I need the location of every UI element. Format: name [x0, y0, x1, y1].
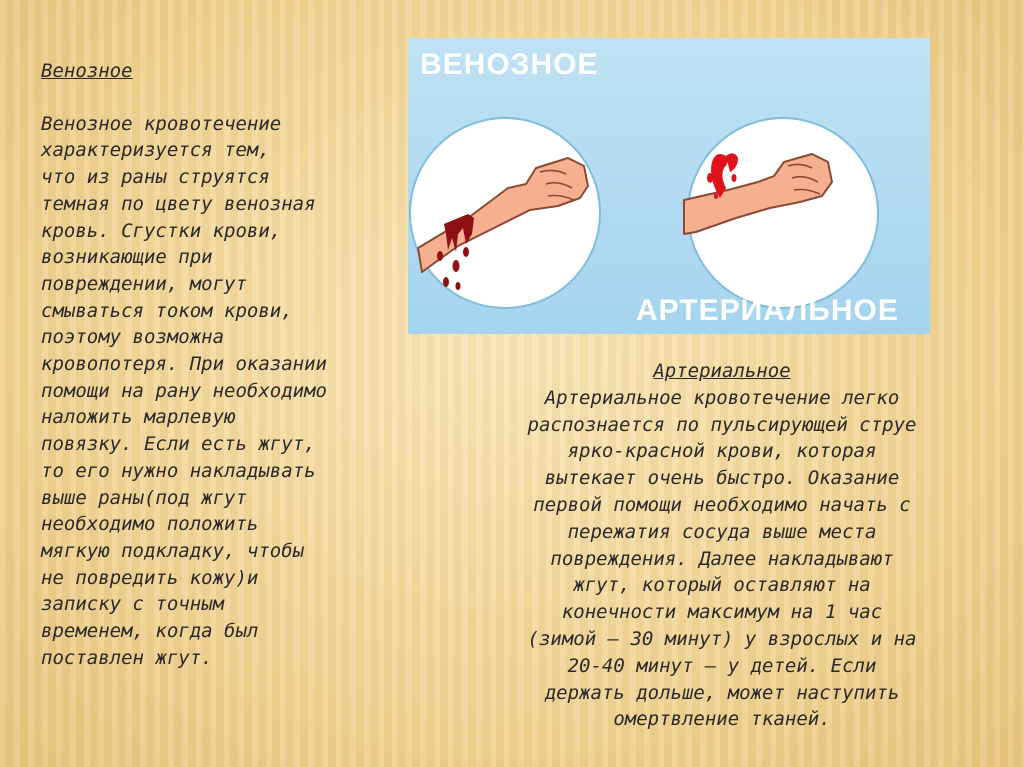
- arterial-title: Артериальное: [653, 360, 791, 382]
- arterial-text: Артериальное кровотечение легко распознается по пульсирующей струе ярко-красной крови, которая вытекает очень быстро. Оказание первой помощи необходимо начать с пережатия сосуда выше места повреждения. Далее накладывают жгут, который оставляют на конечности максимум на 1 час (зимой — 30 минут) у взрослых и на 20-40 минут — у детей. Если держать дольше, может наступить омертвление тканей.: [527, 386, 917, 731]
- arterial-label: АРТЕРИАЛЬНОЕ: [636, 294, 899, 327]
- venous-text: Венозное кровотечение характеризуется тем, что из раны струятся темная по цвету венозная кровь. Сгустки крови, возникающие при повреждении, могут смываться током крови, поэтому возможна кровопотеря. При оказании помощи на рану необходимо наложить марлевую повязку. Если есть жгут, то его нужно накладывать выше раны(под жгут необходимо положить мягкую подкладку, чтобы не повредить кожу)и записку с точным временем, когда был поставлен жгут.: [41, 112, 327, 669]
- illustration-graphic: [408, 38, 930, 334]
- venous-section: [41, 58, 391, 671]
- arterial-section: [472, 358, 972, 733]
- venous-label: ВЕНОЗНОЕ: [420, 48, 599, 81]
- venous-title: Венозное: [41, 60, 133, 82]
- bleeding-illustration: [408, 38, 930, 334]
